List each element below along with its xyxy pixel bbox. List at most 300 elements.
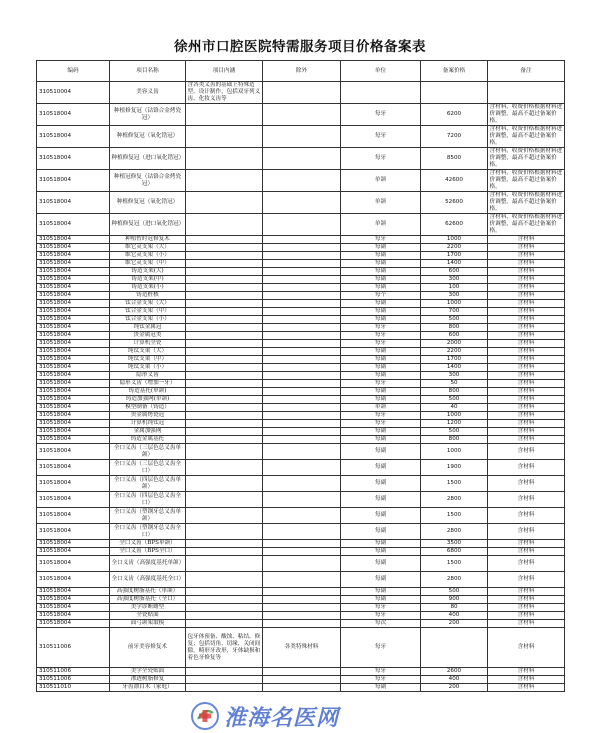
cell-except <box>263 412 341 420</box>
cell-name: 铸造支架(小) <box>110 284 186 292</box>
cell-remark: 含材料 <box>488 548 565 556</box>
cell-except <box>263 364 341 372</box>
cell-remark: 含材料 <box>488 300 565 308</box>
cell-content <box>186 284 263 292</box>
cell-except: 各类特殊材料 <box>263 628 341 668</box>
cell-except <box>263 126 341 148</box>
table-row <box>37 428 565 436</box>
cell-remark: 含材料 <box>488 476 565 492</box>
table-row <box>37 404 565 412</box>
table-row <box>37 620 565 628</box>
cell-content <box>186 556 263 572</box>
cell-content <box>186 524 263 540</box>
cell-except <box>263 104 341 126</box>
cell-price: 3500 <box>421 540 488 548</box>
cell-name: 隐形义齿（增加一牙） <box>110 380 186 388</box>
cell-content <box>186 170 263 192</box>
cell-remark: 含材料 <box>488 364 565 372</box>
cell-code: 310511010 <box>37 684 110 692</box>
cell-code: 310518004 <box>37 404 110 412</box>
cell-content <box>186 436 263 444</box>
cell-name: 全口义齿（高强度基托全口） <box>110 572 186 588</box>
cell-unit: 每副 <box>341 508 421 524</box>
cell-unit: 每副 <box>341 348 421 356</box>
cell-price: 1200 <box>421 420 488 428</box>
cell-remark <box>488 82 565 104</box>
cell-unit: 每副 <box>341 588 421 596</box>
cell-name: 美学全瓷贴面 <box>110 668 186 676</box>
cell-unit: 单颌 <box>341 214 421 236</box>
cell-price: 500 <box>421 396 488 404</box>
cell-unit: 每副 <box>341 276 421 284</box>
cell-code: 310518004 <box>37 356 110 364</box>
cell-price: 1900 <box>421 460 488 476</box>
cell-name: 纯钛支架（大） <box>110 348 186 356</box>
cell-remark: 含材料 <box>488 348 565 356</box>
cell-price: 400 <box>421 612 488 620</box>
table-row <box>37 628 565 668</box>
cell-content <box>186 596 263 604</box>
cell-code: 310518004 <box>37 348 110 356</box>
table-row <box>37 668 565 676</box>
cell-price: 800 <box>421 436 488 444</box>
cell-name: 全口义齿（塑钢牙总义齿全口） <box>110 524 186 540</box>
price-table-container <box>36 60 564 692</box>
cell-name: 纯钛支架（中） <box>110 356 186 364</box>
cell-name: 全瓷贴面 <box>110 612 186 620</box>
cell-content <box>186 372 263 380</box>
cell-remark: 含材料 <box>488 380 565 388</box>
cell-content: 包牙体预备、酸蚀、粘结、修复；包括切角、切缘，关闭间隙，畸形牙改形，牙体缺损和着色牙修复等 <box>186 628 263 668</box>
cell-remark: 含材料 <box>488 684 565 692</box>
watermark <box>190 700 390 732</box>
cell-unit: 每副 <box>341 540 421 548</box>
table-row <box>37 356 565 364</box>
cell-unit: 每牙 <box>341 420 421 428</box>
cell-code: 310518004 <box>37 460 110 476</box>
cell-unit: 每牙 <box>341 148 421 170</box>
cell-price: 2200 <box>421 348 488 356</box>
cell-except <box>263 404 341 412</box>
cell-remark: 含材料 <box>488 540 565 548</box>
cell-unit: 每副 <box>341 300 421 308</box>
cell-code: 310518004 <box>37 524 110 540</box>
cell-code: 310518004 <box>37 620 110 628</box>
cell-unit: 单颌 <box>341 192 421 214</box>
cell-remark: 含材料 <box>488 332 565 340</box>
cell-remark: 含材料，收费价格根据材料进价调整，最高不超过备案价格。 <box>488 148 565 170</box>
cell-remark: 含材料 <box>488 572 565 588</box>
cell-price: 600 <box>421 332 488 340</box>
cell-code: 310518004 <box>37 476 110 492</box>
table-row <box>37 548 565 556</box>
cell-name: 全口义齿（BPS全口） <box>110 548 186 556</box>
cell-unit: 每牙 <box>341 324 421 332</box>
cell-unit: 每牙 <box>341 628 421 668</box>
cell-code: 310518004 <box>37 252 110 260</box>
cell-code: 310511006 <box>37 668 110 676</box>
cell-price: 800 <box>421 324 488 332</box>
cell-unit: 每牙 <box>341 340 421 348</box>
cell-unit: 每副 <box>341 596 421 604</box>
cell-price: 1700 <box>421 356 488 364</box>
cell-content <box>186 308 263 316</box>
cell-name: 隐形义齿 <box>110 372 186 380</box>
cell-remark: 含材料 <box>488 492 565 508</box>
cell-code: 310518004 <box>37 420 110 428</box>
cell-unit: 每次 <box>341 620 421 628</box>
cell-remark: 含材料 <box>488 244 565 252</box>
cell-except <box>263 524 341 540</box>
cell-content <box>186 668 263 676</box>
cell-content <box>186 404 263 412</box>
cell-except <box>263 292 341 300</box>
cell-name: 全口义齿（塑钢牙总义齿单颌） <box>110 508 186 524</box>
cell-unit: 每副 <box>341 524 421 540</box>
table-row <box>37 540 565 548</box>
cell-unit: 每副 <box>341 284 421 292</box>
cell-name: 钛合金支架（大） <box>110 300 186 308</box>
table-row <box>37 596 565 604</box>
cell-remark: 含材料 <box>488 356 565 364</box>
cell-remark: 含材料 <box>488 260 565 268</box>
cell-price <box>421 82 488 104</box>
cell-name: 纯钛金属冠 <box>110 324 186 332</box>
cell-unit: 每牙 <box>341 380 421 388</box>
cell-except <box>263 588 341 596</box>
header-price: 备案价格 <box>421 61 488 82</box>
cell-unit: 每副 <box>341 372 421 380</box>
cell-content <box>186 444 263 460</box>
table-row <box>37 308 565 316</box>
cell-remark: 含材料 <box>488 340 565 348</box>
cell-content <box>186 126 263 148</box>
cell-except <box>263 492 341 508</box>
cell-remark: 含材料 <box>488 412 565 420</box>
cell-content <box>186 588 263 596</box>
table-row <box>37 148 565 170</box>
cell-content <box>186 332 263 340</box>
header-code: 编码 <box>37 61 110 82</box>
cell-code: 310518004 <box>37 588 110 596</box>
table-row <box>37 436 565 444</box>
cell-name: 美容义齿 <box>110 82 186 104</box>
cell-content <box>186 388 263 396</box>
table-row <box>37 420 565 428</box>
cell-except <box>263 604 341 612</box>
cell-remark: 含材料 <box>488 236 565 244</box>
cell-name: 种植暂时冠修复术 <box>110 236 186 244</box>
table-row <box>37 348 565 356</box>
table-row <box>37 508 565 524</box>
cell-remark: 含材料，收费价格根据材料进价调整，最高不超过备案价格。 <box>488 104 565 126</box>
cell-remark: 含材料 <box>488 508 565 524</box>
cell-price: 1500 <box>421 508 488 524</box>
cell-code: 310518004 <box>37 596 110 604</box>
cell-except <box>263 236 341 244</box>
cell-content: 含各类义齿的基础上特殊造型、设计制作，包括双牙列义齿、化妆义齿等 <box>186 82 263 104</box>
cell-unit: 每副 <box>341 356 421 364</box>
table-row <box>37 252 565 260</box>
cell-unit: 每副 <box>341 244 421 252</box>
cell-code: 310518004 <box>37 572 110 588</box>
cell-name: 全口义齿（三层色总义齿单颌） <box>110 444 186 460</box>
table-header-row <box>37 61 565 82</box>
cell-name: 种植修复冠（进口氧化锆冠） <box>110 148 186 170</box>
cell-content <box>186 548 263 556</box>
cell-except <box>263 340 341 348</box>
cell-except <box>263 508 341 524</box>
cell-except <box>263 170 341 192</box>
cell-remark: 含材料 <box>488 284 565 292</box>
cell-price: 52600 <box>421 192 488 214</box>
cell-except <box>263 148 341 170</box>
cell-name: 种植冠修复（钴铬合金烤瓷冠） <box>110 170 186 192</box>
cell-except <box>263 396 341 404</box>
cell-unit: 单颌 <box>341 170 421 192</box>
cell-price <box>421 628 488 668</box>
cell-content <box>186 380 263 388</box>
cell-code: 310518004 <box>37 244 110 252</box>
cell-name: 种植修复冠（氧化锆冠） <box>110 192 186 214</box>
cell-content <box>186 356 263 364</box>
cell-content <box>186 508 263 524</box>
table-row <box>37 104 565 126</box>
table-row <box>37 588 565 596</box>
cell-price: 2800 <box>421 572 488 588</box>
table-row <box>37 192 565 214</box>
cell-content <box>186 276 263 284</box>
cell-code: 310518004 <box>37 300 110 308</box>
cell-code: 310518004 <box>37 396 110 404</box>
cell-name: 铸造支架(中) <box>110 276 186 284</box>
cell-name: 面弓颌架取模 <box>110 620 186 628</box>
table-row <box>37 380 565 388</box>
cell-remark: 含材料，收费价格根据材料进价调整，最高不超过备案价格。 <box>488 126 565 148</box>
cell-price: 40 <box>421 404 488 412</box>
cell-except <box>263 372 341 380</box>
cell-unit: 每副 <box>341 572 421 588</box>
cell-name: 纯钛支架（小） <box>110 364 186 372</box>
cell-name: 贵金属烤瓷冠 <box>110 412 186 420</box>
cell-remark: 含材料 <box>488 420 565 428</box>
cell-except <box>263 308 341 316</box>
cell-name: 种植修复冠（钴铬合金烤瓷冠） <box>110 104 186 126</box>
header-content: 项目内涵 <box>186 61 263 82</box>
hospital-cross-logo-icon <box>190 701 220 731</box>
cell-price: 400 <box>421 676 488 684</box>
cell-name: 维它灵支架（中） <box>110 260 186 268</box>
cell-name: 全口义齿（BPS单颌） <box>110 540 186 548</box>
table-body <box>37 82 565 692</box>
cell-price: 500 <box>421 316 488 324</box>
cell-unit: 每牙 <box>341 412 421 420</box>
table-row <box>37 412 565 420</box>
cell-code: 310518004 <box>37 236 110 244</box>
cell-code: 310510004 <box>37 82 110 104</box>
cell-remark: 含材料 <box>488 428 565 436</box>
table-row <box>37 676 565 684</box>
cell-code: 310518004 <box>37 380 110 388</box>
cell-unit: 每副 <box>341 444 421 460</box>
table-row <box>37 612 565 620</box>
cell-name: 牙齿漂白术（家庭） <box>110 684 186 692</box>
cell-content <box>186 300 263 308</box>
cell-except <box>263 460 341 476</box>
cell-name: 高强度树脂基托（全口） <box>110 596 186 604</box>
cell-code: 310518004 <box>37 170 110 192</box>
cell-price: 2600 <box>421 668 488 676</box>
cell-price: 600 <box>421 268 488 276</box>
cell-price: 7200 <box>421 126 488 148</box>
cell-price: 6800 <box>421 548 488 556</box>
cell-price: 42600 <box>421 170 488 192</box>
cell-content <box>186 396 263 404</box>
cell-code: 310518004 <box>37 556 110 572</box>
cell-remark: 含材料 <box>488 404 565 412</box>
cell-content <box>186 572 263 588</box>
table-row <box>37 444 565 460</box>
cell-unit: 每牙 <box>341 604 421 612</box>
header-unit: 单位 <box>341 61 421 82</box>
table-row <box>37 82 565 104</box>
table-row <box>37 396 565 404</box>
cell-price: 900 <box>421 596 488 604</box>
cell-price: 300 <box>421 292 488 300</box>
cell-except <box>263 268 341 276</box>
table-row <box>37 332 565 340</box>
table-row <box>37 126 565 148</box>
cell-name: 计算机纯钛冠 <box>110 420 186 428</box>
cell-content <box>186 236 263 244</box>
cell-except <box>263 420 341 428</box>
cell-price: 6200 <box>421 104 488 126</box>
cell-unit: 每副 <box>341 364 421 372</box>
cell-except <box>263 476 341 492</box>
cell-code: 310518004 <box>37 548 110 556</box>
cell-price: 1000 <box>421 444 488 460</box>
cell-name: 模型制备（铸造） <box>110 404 186 412</box>
price-table <box>36 60 565 692</box>
cell-unit: 每副 <box>341 460 421 476</box>
cell-name: 全口义齿（四层色总义齿全口） <box>110 492 186 508</box>
table-row <box>37 524 565 540</box>
cell-remark: 含材料 <box>488 276 565 284</box>
cell-code: 310518004 <box>37 192 110 214</box>
cell-content <box>186 148 263 170</box>
table-row <box>37 260 565 268</box>
cell-remark: 含材料 <box>488 268 565 276</box>
cell-remark: 含材料 <box>488 396 565 404</box>
cell-name: 种植修复冠（氧化锆冠） <box>110 126 186 148</box>
cell-price: 1400 <box>421 260 488 268</box>
cell-price: 2800 <box>421 524 488 540</box>
cell-content <box>186 684 263 692</box>
cell-name: 钛合金支架（中） <box>110 308 186 316</box>
table-row <box>37 276 565 284</box>
cell-code: 310518004 <box>37 492 110 508</box>
cell-price: 100 <box>421 284 488 292</box>
cell-remark: 含材料，收费价格根据材料进价调整，最高不超过备案价格。 <box>488 214 565 236</box>
table-row <box>37 372 565 380</box>
cell-unit: 每副 <box>341 556 421 572</box>
cell-content <box>186 492 263 508</box>
table-row <box>37 300 565 308</box>
cell-unit: 每牙 <box>341 104 421 126</box>
cell-name: 全口义齿（三层色总义齿全口） <box>110 460 186 476</box>
cell-code: 310518004 <box>37 428 110 436</box>
cell-price: 80 <box>421 604 488 612</box>
table-row <box>37 292 565 300</box>
cell-content <box>186 192 263 214</box>
cell-except <box>263 284 341 292</box>
cell-price: 2800 <box>421 492 488 508</box>
cell-content <box>186 260 263 268</box>
cell-content <box>186 252 263 260</box>
cell-remark: 含材料 <box>488 436 565 444</box>
cell-unit: 每副 <box>341 492 421 508</box>
cell-name: 贵金属冠类 <box>110 332 186 340</box>
cell-code: 310518004 <box>37 268 110 276</box>
cell-code: 310518004 <box>37 324 110 332</box>
cell-price: 700 <box>421 308 488 316</box>
cell-unit: 每副 <box>341 388 421 396</box>
cell-unit: 每牙 <box>341 332 421 340</box>
cell-unit: 每副 <box>341 548 421 556</box>
cell-remark: 含材料 <box>488 596 565 604</box>
cell-name: 钛合金支架（小） <box>110 316 186 324</box>
cell-price: 1000 <box>421 236 488 244</box>
cell-except <box>263 82 341 104</box>
cell-code: 310518004 <box>37 308 110 316</box>
cell-unit: 每副 <box>341 316 421 324</box>
cell-remark: 含材料 <box>488 612 565 620</box>
cell-except <box>263 428 341 436</box>
cell-remark: 含材料 <box>488 444 565 460</box>
cell-unit: 每个 <box>341 292 421 300</box>
cell-name: 计算机全瓷 <box>110 340 186 348</box>
cell-code: 310518004 <box>37 214 110 236</box>
cell-name: 美学诊断蜡型 <box>110 604 186 612</box>
cell-remark: 含材料 <box>488 252 565 260</box>
cell-price: 500 <box>421 588 488 596</box>
cell-content <box>186 676 263 684</box>
cell-code: 310518004 <box>37 372 110 380</box>
table-row <box>37 236 565 244</box>
cell-except <box>263 620 341 628</box>
cell-name: 全口义齿（高强度基托单颌） <box>110 556 186 572</box>
cell-price: 2000 <box>421 340 488 348</box>
cell-except <box>263 252 341 260</box>
cell-name: 铸造支架(大) <box>110 268 186 276</box>
table-row <box>37 460 565 476</box>
cell-content <box>186 420 263 428</box>
table-row <box>37 388 565 396</box>
table-row <box>37 364 565 372</box>
cell-price: 1500 <box>421 556 488 572</box>
cell-except <box>263 612 341 620</box>
cell-price: 50 <box>421 380 488 388</box>
cell-except <box>263 332 341 340</box>
cell-price: 500 <box>421 428 488 436</box>
cell-code: 310518004 <box>37 364 110 372</box>
table-row <box>37 244 565 252</box>
cell-unit <box>341 82 421 104</box>
cell-except <box>263 214 341 236</box>
cell-remark: 含材料 <box>488 524 565 540</box>
cell-content <box>186 604 263 612</box>
cell-content <box>186 268 263 276</box>
